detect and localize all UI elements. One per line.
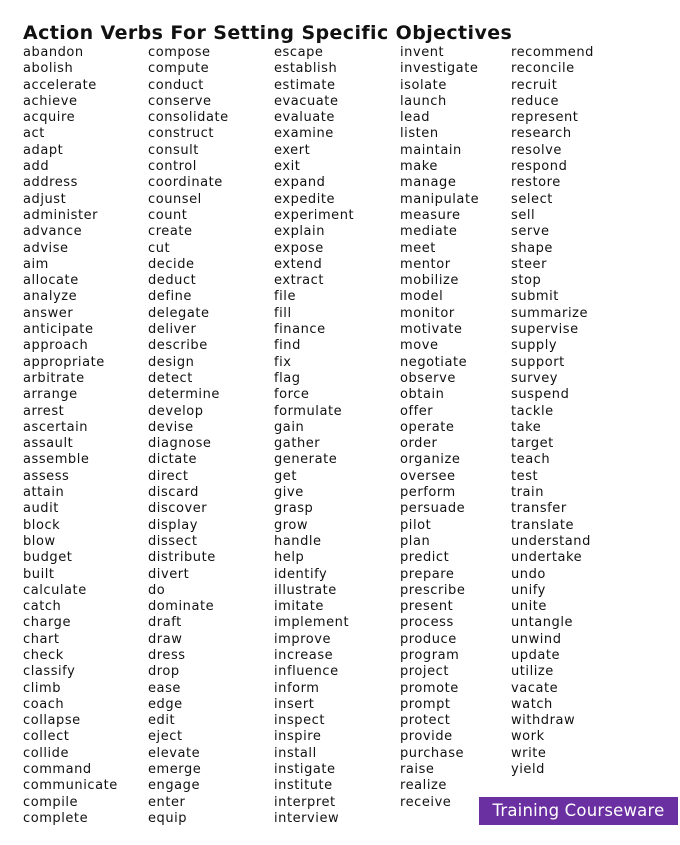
verb-item: control (148, 159, 197, 175)
verb-item: blow (23, 533, 56, 549)
verb-item: abolish (23, 61, 74, 77)
verb-item: adjust (23, 191, 67, 207)
verb-item: serve (511, 224, 550, 240)
verb-item: make (400, 159, 438, 175)
verb-item: do (148, 582, 166, 598)
verb-item: finance (274, 322, 326, 338)
verb-item: motivate (400, 322, 463, 338)
verb-item: launch (400, 93, 447, 109)
verb-item: counsel (148, 191, 202, 207)
verb-item: add (23, 159, 50, 175)
verb-item: suspend (511, 387, 570, 403)
verb-item: dominate (148, 599, 215, 615)
verb-item: supervise (511, 322, 579, 338)
verb-item: write (511, 745, 547, 761)
verb-item: compile (23, 794, 79, 810)
verb-item: implement (274, 615, 350, 631)
verb-item: institute (274, 778, 333, 794)
verb-column-1 (23, 45, 118, 827)
verb-item: conduct (148, 77, 204, 93)
verb-item: predict (400, 550, 450, 566)
verb-column-3 (274, 45, 354, 827)
verb-item: consolidate (148, 110, 229, 126)
verb-item: act (23, 126, 45, 142)
verb-item: restore (511, 175, 561, 191)
verb-item: inspire (274, 729, 322, 745)
verb-item: arrange (23, 387, 78, 403)
verb-item: submit (511, 289, 559, 305)
verb-item: undertake (511, 550, 583, 566)
verb-item: test (511, 468, 539, 484)
verb-item: plan (400, 533, 431, 549)
verb-item: edit (148, 713, 176, 729)
verb-item: influence (274, 664, 339, 680)
verb-item: dictate (148, 452, 198, 468)
verb-item: coach (23, 696, 65, 712)
verb-item: mentor (400, 256, 451, 272)
verb-item: oversee (400, 468, 456, 484)
verb-item: ascertain (23, 419, 89, 435)
verb-item: maintain (400, 142, 462, 158)
verb-item: dress (148, 647, 186, 663)
verb-item: flag (274, 370, 301, 386)
verb-item: arrest (23, 403, 65, 419)
verb-item: catch (23, 599, 62, 615)
verb-item: display (148, 517, 199, 533)
verb-item: pilot (400, 517, 432, 533)
verb-item: construct (148, 126, 214, 142)
verb-item: compose (148, 45, 211, 60)
verb-item: determine (148, 387, 220, 403)
verb-item: identify (274, 566, 328, 582)
verb-item: establish (274, 61, 338, 77)
verb-item: aim (23, 256, 49, 272)
verb-item: anticipate (23, 322, 94, 338)
verb-item: promote (400, 680, 459, 696)
verb-item: target (511, 436, 554, 452)
verb-item: grow (274, 517, 309, 533)
verb-item: decide (148, 256, 195, 272)
verb-item: unite (511, 599, 547, 615)
verb-item: mediate (400, 224, 458, 240)
verb-item: direct (148, 468, 189, 484)
verb-item: define (148, 289, 192, 305)
verb-item: escape (274, 45, 324, 60)
verb-item: supply (511, 338, 558, 354)
verb-item: chart (23, 631, 60, 647)
verb-item: utilize (511, 664, 554, 680)
verb-item: administer (23, 207, 99, 223)
verb-item: check (23, 647, 64, 663)
verb-item: exert (274, 142, 311, 158)
verb-item: protect (400, 713, 451, 729)
verb-item: project (400, 664, 449, 680)
verb-item: distribute (148, 550, 216, 566)
verb-column-4 (400, 45, 479, 811)
verb-item: cut (148, 240, 171, 256)
verb-item: fix (274, 354, 292, 370)
verb-item: shape (511, 240, 553, 256)
verb-item: understand (511, 533, 591, 549)
verb-item: meet (400, 240, 436, 256)
verb-item: interview (274, 810, 340, 826)
verb-item: obtain (400, 387, 445, 403)
verb-item: inspect (274, 713, 325, 729)
verb-item: program (400, 647, 460, 663)
verb-item: operate (400, 419, 455, 435)
verb-item: improve (274, 631, 332, 647)
verb-item: work (511, 729, 545, 745)
verb-item: sell (511, 207, 536, 223)
verb-item: isolate (400, 77, 447, 93)
verb-item: classify (23, 664, 76, 680)
verb-item: inform (274, 680, 320, 696)
verb-item: summarize (511, 305, 589, 321)
verb-item: arbitrate (23, 370, 85, 386)
verb-item: organize (400, 452, 461, 468)
verb-item: address (23, 175, 78, 191)
verb-item: exit (274, 159, 301, 175)
verb-item: assault (23, 436, 74, 452)
verb-item: withdraw (511, 713, 576, 729)
verb-item: eject (148, 729, 183, 745)
verb-item: assess (23, 468, 70, 484)
verb-item: achieve (23, 93, 78, 109)
verb-item: adapt (23, 142, 64, 158)
verb-item: measure (400, 207, 461, 223)
verb-item: edge (148, 696, 183, 712)
verb-item: undo (511, 566, 546, 582)
verb-item: lead (400, 110, 431, 126)
verb-item: evacuate (274, 93, 339, 109)
verb-item: give (274, 485, 304, 501)
verb-item: conserve (148, 93, 212, 109)
verb-item: teach (511, 452, 551, 468)
verb-column-2 (148, 45, 229, 827)
verb-item: model (400, 289, 444, 305)
verb-item: evaluate (274, 110, 335, 126)
verb-item: increase (274, 647, 334, 663)
verb-item: perform (400, 485, 456, 501)
verb-item: calculate (23, 582, 87, 598)
verb-item: coordinate (148, 175, 223, 191)
verb-item: climb (23, 680, 62, 696)
verb-item: force (274, 387, 310, 403)
verb-item: experiment (274, 207, 355, 223)
verb-item: produce (400, 631, 457, 647)
verb-item: create (148, 224, 193, 240)
verb-item: ease (148, 680, 181, 696)
verb-item: raise (400, 762, 435, 778)
verb-item: support (511, 354, 565, 370)
verb-column-5 (511, 45, 594, 778)
verb-item: present (400, 599, 454, 615)
verb-item: audit (23, 501, 59, 517)
verb-item: get (274, 468, 297, 484)
verb-item: move (400, 338, 439, 354)
verb-item: insert (274, 696, 315, 712)
verb-item: draw (148, 631, 183, 647)
verb-item: detect (148, 370, 193, 386)
verb-item: investigate (400, 61, 479, 77)
verb-item: monitor (400, 305, 455, 321)
verb-item: translate (511, 517, 575, 533)
verb-item: fill (274, 305, 292, 321)
verb-item: analyze (23, 289, 78, 305)
verb-item: discard (148, 485, 199, 501)
verb-item: interpret (274, 794, 336, 810)
verb-item: gain (274, 419, 305, 435)
verb-item: gather (274, 436, 321, 452)
verb-item: stop (511, 273, 542, 289)
verb-item: collapse (23, 713, 81, 729)
verb-item: engage (148, 778, 201, 794)
verb-item: instigate (274, 762, 336, 778)
verb-item: expose (274, 240, 324, 256)
verb-item: transfer (511, 501, 567, 517)
verb-item: extract (274, 273, 324, 289)
brand-watermark: Training Courseware (479, 797, 678, 825)
verb-item: steer (511, 256, 547, 272)
verb-item: draft (148, 615, 182, 631)
verb-item: process (400, 615, 454, 631)
verb-item: invent (400, 45, 445, 60)
verb-item: unwind (511, 631, 562, 647)
verb-item: purchase (400, 745, 465, 761)
verb-item: illustrate (274, 582, 337, 598)
verb-item: advance (23, 224, 83, 240)
verb-item: vacate (511, 680, 559, 696)
verb-item: advise (23, 240, 69, 256)
verb-item: provide (400, 729, 453, 745)
verb-item: consult (148, 142, 199, 158)
verb-item: realize (400, 778, 447, 794)
verb-item: emerge (148, 762, 202, 778)
verb-item: update (511, 647, 561, 663)
verb-item: divert (148, 566, 190, 582)
verb-item: compute (148, 61, 210, 77)
verb-item: deliver (148, 322, 197, 338)
verb-item: diagnose (148, 436, 212, 452)
verb-item: manage (400, 175, 457, 191)
verb-item: appropriate (23, 354, 105, 370)
verb-item: accelerate (23, 77, 97, 93)
verb-item: dissect (148, 533, 198, 549)
verb-item: research (511, 126, 572, 142)
verb-item: find (274, 338, 301, 354)
verb-item: negotiate (400, 354, 468, 370)
verb-item: prepare (400, 566, 455, 582)
verb-item: assemble (23, 452, 90, 468)
verb-item: install (274, 745, 317, 761)
verb-item: collect (23, 729, 70, 745)
verb-item: block (23, 517, 61, 533)
verb-item: complete (23, 810, 89, 826)
verb-item: recruit (511, 77, 558, 93)
verb-item: elevate (148, 745, 201, 761)
verb-item: collide (23, 745, 70, 761)
verb-item: survey (511, 370, 559, 386)
verb-item: answer (23, 305, 74, 321)
verb-item: expedite (274, 191, 336, 207)
verb-item: explain (274, 224, 325, 240)
verb-item: unify (511, 582, 546, 598)
verb-item: budget (23, 550, 73, 566)
verb-item: examine (274, 126, 334, 142)
verb-item: receive (400, 794, 452, 810)
verb-item: drop (148, 664, 180, 680)
verb-item: generate (274, 452, 338, 468)
verb-item: expand (274, 175, 326, 191)
verb-item: delegate (148, 305, 210, 321)
verb-item: persuade (400, 501, 466, 517)
verb-item: allocate (23, 273, 79, 289)
verb-item: resolve (511, 142, 562, 158)
verb-item: select (511, 191, 553, 207)
verb-item: manipulate (400, 191, 480, 207)
verb-item: grasp (274, 501, 314, 517)
verb-item: listen (400, 126, 439, 142)
verb-item: devise (148, 419, 194, 435)
verb-item: handle (274, 533, 322, 549)
verb-item: enter (148, 794, 186, 810)
verb-item: design (148, 354, 195, 370)
verb-item: respond (511, 159, 568, 175)
verb-item: tackle (511, 403, 554, 419)
verb-item: order (400, 436, 438, 452)
verb-item: formulate (274, 403, 343, 419)
verb-item: deduct (148, 273, 197, 289)
verb-item: describe (148, 338, 208, 354)
verb-item: mobilize (400, 273, 459, 289)
verb-item: file (274, 289, 296, 305)
verb-item: count (148, 207, 188, 223)
verb-item: extend (274, 256, 323, 272)
verb-item: communicate (23, 778, 118, 794)
verb-item: acquire (23, 110, 76, 126)
verb-item: prescribe (400, 582, 466, 598)
verb-item: represent (511, 110, 579, 126)
verb-item: imitate (274, 599, 324, 615)
verb-item: offer (400, 403, 434, 419)
verb-item: built (23, 566, 55, 582)
verb-item: observe (400, 370, 456, 386)
verb-item: command (23, 762, 92, 778)
verb-item: equip (148, 810, 188, 826)
verb-item: reconcile (511, 61, 575, 77)
verb-item: help (274, 550, 305, 566)
verb-item: attain (23, 485, 65, 501)
page-title: Action Verbs For Setting Specific Objectives (23, 22, 513, 44)
verb-item: watch (511, 696, 553, 712)
verb-item: abandon (23, 45, 84, 60)
verb-item: develop (148, 403, 204, 419)
verb-item: take (511, 419, 542, 435)
verb-item: reduce (511, 93, 559, 109)
verb-item: approach (23, 338, 89, 354)
verb-item: recommend (511, 45, 594, 60)
verb-item: charge (23, 615, 72, 631)
verb-item: discover (148, 501, 208, 517)
verb-item: prompt (400, 696, 451, 712)
verb-item: untangle (511, 615, 574, 631)
verb-item: estimate (274, 77, 336, 93)
verb-item: train (511, 485, 545, 501)
verb-item: yield (511, 762, 545, 778)
